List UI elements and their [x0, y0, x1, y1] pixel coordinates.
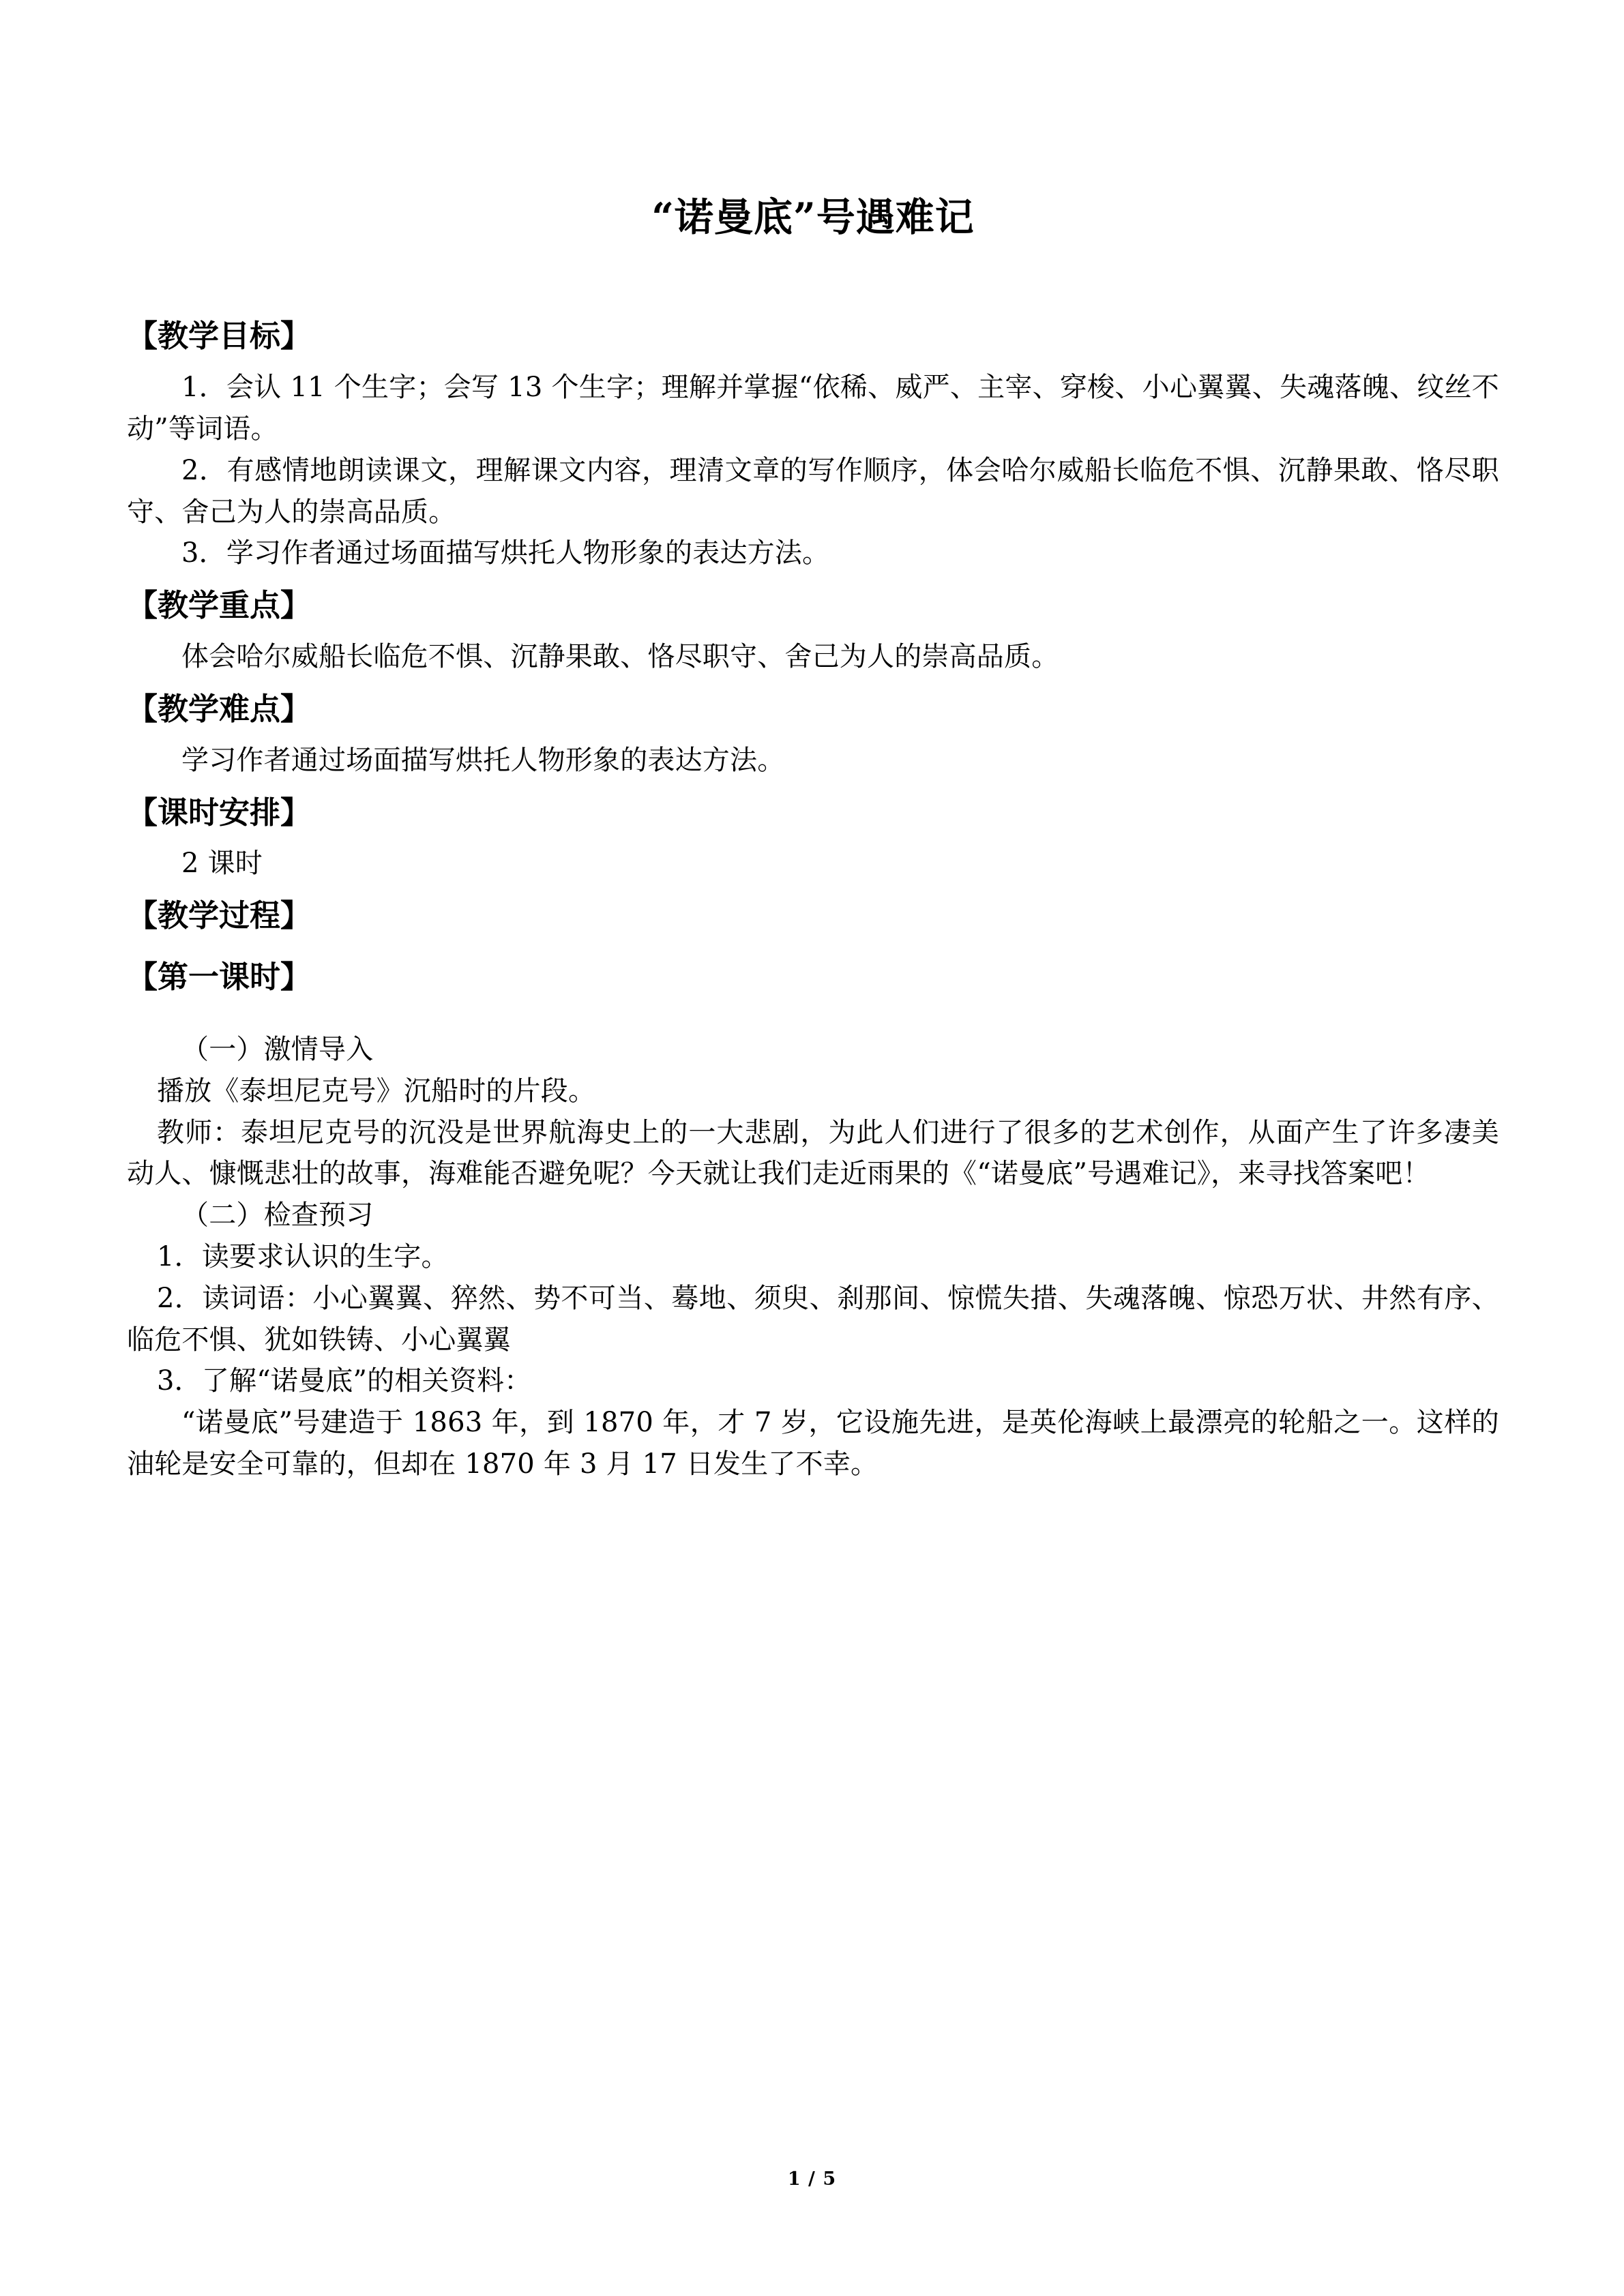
part-two-item-3: 3．了解“诺曼底”的相关资料：: [157, 1365, 532, 1397]
spacer: [127, 731, 1499, 740]
part-one-line-2: 教师：泰坦尼克号的沉没是世界航海史上的一大悲剧，为此人们进行了很多的艺术创作，从面产生了许多凄美动人、慷慨悲壮的故事，海难能否避免呢？今天就让我们走近雨果的《“诺曼底”号遇难记》，来寻找答案吧！: [127, 1116, 1499, 1190]
page-content: [127, 0, 1499, 1485]
spacer: [127, 627, 1499, 636]
part-two-item-3-detail: “诺曼底”号建造于 1863 年，到 1870 年，才 7 岁，它设施先进，是英伦海峡上最漂亮的轮船之一。这样的油轮是安全可靠的，但却在 1870 年 3 月 17 日发生了不幸。: [127, 1407, 1499, 1480]
objective-item-1: 1．会认 11 个生字；会写 13 个生字；理解并掌握“依稀、威严、主宰、穿梭、小心翼翼、失魂落魄、纹丝不动”等词语。: [127, 372, 1499, 445]
section-heading-difficulties: 【教学难点】: [127, 690, 312, 727]
objective-item-2: 2．有感情地朗读课文，理解课文内容，理清文章的写作顺序，体会哈尔威船长临危不惧、沉静果敢、恪尽职守、舍己为人的崇高品质。: [127, 454, 1499, 528]
schedule-text: 2 课时: [181, 848, 263, 880]
spacer: [127, 574, 1499, 584]
spacer: [127, 358, 1499, 367]
page-title: “诺曼底”号遇难记: [651, 194, 975, 240]
objective-item-3: 3．学习作者通过场面描写烘托人物形象的表达方法。: [181, 537, 830, 569]
section-heading-schedule: 【课时安排】: [127, 794, 312, 831]
part-two-item-2: 2．读词语：小心翼翼、猝然、势不可当、蓦地、须臾、刹那间、惊慌失措、失魂落魄、惊恐万状、井然有序、临危不惧、犹如铁铸、小心翼翼: [127, 1282, 1499, 1356]
spacer: [127, 241, 1499, 314]
section-heading-objectives: 【教学目标】: [127, 318, 312, 355]
section-heading-process: 【教学过程】: [127, 897, 312, 934]
spacer: [127, 834, 1499, 843]
difficulties-text: 学习作者通过场面描写烘托人物形象的表达方法。: [181, 744, 785, 776]
section-heading-key-points: 【教学重点】: [127, 587, 312, 624]
key-points-text: 体会哈尔威船长临危不惧、沉静果敢、恪尽职守、舍己为人的崇高品质。: [181, 641, 1059, 673]
spacer: [127, 999, 1499, 1029]
part-one-line-1: 播放《泰坦尼克号》沉船时的片段。: [157, 1075, 596, 1107]
spacer: [127, 938, 1499, 955]
page-number: 1 / 5: [787, 2168, 837, 2190]
spacer: [127, 781, 1499, 791]
section-heading-lesson-one: 【第一课时】: [127, 959, 312, 996]
part-two-item-1: 1．读要求认识的生字。: [157, 1240, 449, 1272]
spacer: [127, 884, 1499, 894]
subsection-heading-part-one: （一）激情导入: [181, 1033, 374, 1065]
spacer: [127, 678, 1499, 687]
subsection-heading-part-two: （二）检查预习: [181, 1199, 374, 1232]
